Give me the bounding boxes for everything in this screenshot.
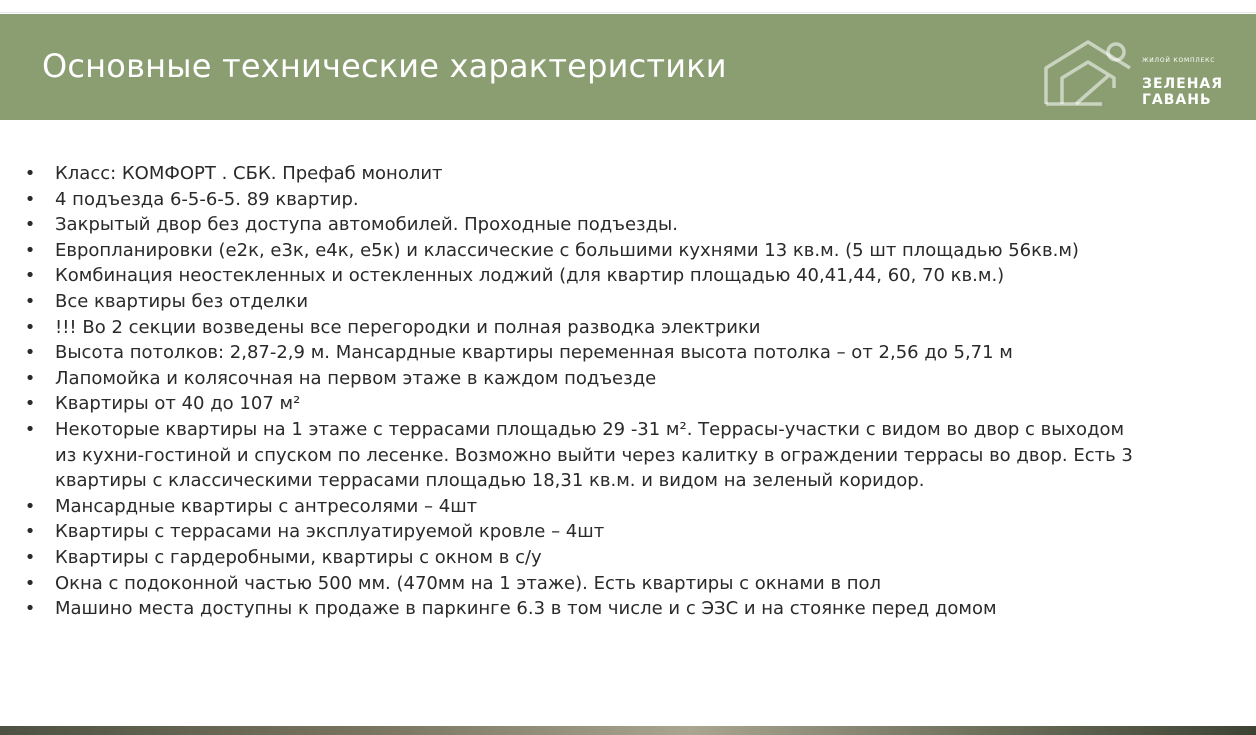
list-item [24,571,1134,597]
bullet-marker: • [24,265,36,287]
bullet-marker: • [24,393,36,415]
bottom-photo-strip [0,726,1256,735]
bullet-marker: • [24,342,36,364]
list-item [24,289,1134,315]
logo [1040,30,1240,110]
list-item-text: !!! Во 2 секции возведены все перегородки и полная разводка электрики [55,316,761,338]
list-item-text: Квартиры с террасами на эксплуатируемой кровле – 4шт [55,521,605,543]
list-item [24,212,1134,238]
list-item-text: Класс: КОМФОРТ . СБК. Префаб монолит [55,163,443,184]
list-item [24,340,1134,366]
bullet-marker: • [24,290,36,312]
bullet-marker: • [24,546,36,568]
list-item-text: Квартиры от 40 до 107 м² [55,393,301,415]
list-item-text: Квартиры с гардеробными, квартиры с окном в с/у [55,546,542,568]
list-item-text: Комбинация неостекленных и остекленных лоджий (для квартир площадью 40,41,44, 60, 70 кв.м.) [55,265,1005,287]
list-item [24,187,1134,213]
list-item-text: Высота потолков: 2,87-2,9 м. Мансардные квартиры переменная высота потолка – от 2,56 до 5,71 м [55,342,1013,364]
logo-caption: ЖИЛОЙ КОМПЛЕКС [1142,57,1216,64]
list-item-text: Некоторые квартиры на 1 этаже с террасами площадью 29 -31 м². Террасы-участки с видом во двор с выходом из кухни-гостиной и спуском по лесенке. Возможно выйти через калитку в ограждении террасы во двор. Есть 3 квартиры с классическими террасами площадью 18,31 кв.м. и видом на зеленый коридор. [55,418,1133,492]
list-item [24,494,1134,520]
feature-list [24,161,1134,622]
list-item [24,545,1134,571]
list-item [24,417,1134,494]
house-outline-icon [1040,30,1132,110]
bullet-marker: • [24,214,36,236]
list-item [24,238,1134,264]
page-title: Основные технические характеристики [42,47,727,85]
list-item [24,315,1134,341]
list-item-text: Все квартиры без отделки [55,290,309,312]
list-item [24,263,1134,289]
logo-name-line2: ГАВАНЬ [1142,92,1212,108]
list-item-text: Лапомойка и колясочная на первом этаже в каждом подъезде [55,367,657,389]
bullet-marker: • [24,418,36,440]
bullet-marker: • [24,598,36,620]
list-item [24,596,1134,622]
bullet-marker: • [24,188,36,210]
bullet-marker: • [24,572,36,594]
list-item-text: Машино места доступны к продаже в паркинге 6.3 в том числе и с ЭЗС и на стоянке перед домом [55,598,997,620]
list-item-text: Европланировки (е2к, е3к, е4к, е5к) и классические с большими кухнями 13 кв.м. (5 шт площадью 56кв.м) [55,239,1079,261]
bullet-marker: • [24,367,36,389]
header-bar [0,14,1256,120]
list-item-text: Мансардные квартиры с антресолями – 4шт [55,495,478,517]
list-item [24,519,1134,545]
list-item-text: Закрытый двор без доступа автомобилей. Проходные подъезды. [55,214,678,236]
logo-name-line1: ЗЕЛЕНАЯ [1142,76,1224,92]
list-item-text: Окна с подоконной частью 500 мм. (470мм на 1 этаже). Есть квартиры с окнами в пол [55,572,882,594]
bullet-marker: • [24,316,36,338]
list-item [24,391,1134,417]
list-item [24,366,1134,392]
top-edge [0,0,1256,13]
bullet-marker: • [24,521,36,543]
bullet-marker: • [24,239,36,261]
bullet-marker: • [24,163,36,184]
list-item-text: 4 подъезда 6-5-6-5. 89 квартир. [55,188,359,210]
bullet-marker: • [24,495,36,517]
list-item [24,161,1134,187]
